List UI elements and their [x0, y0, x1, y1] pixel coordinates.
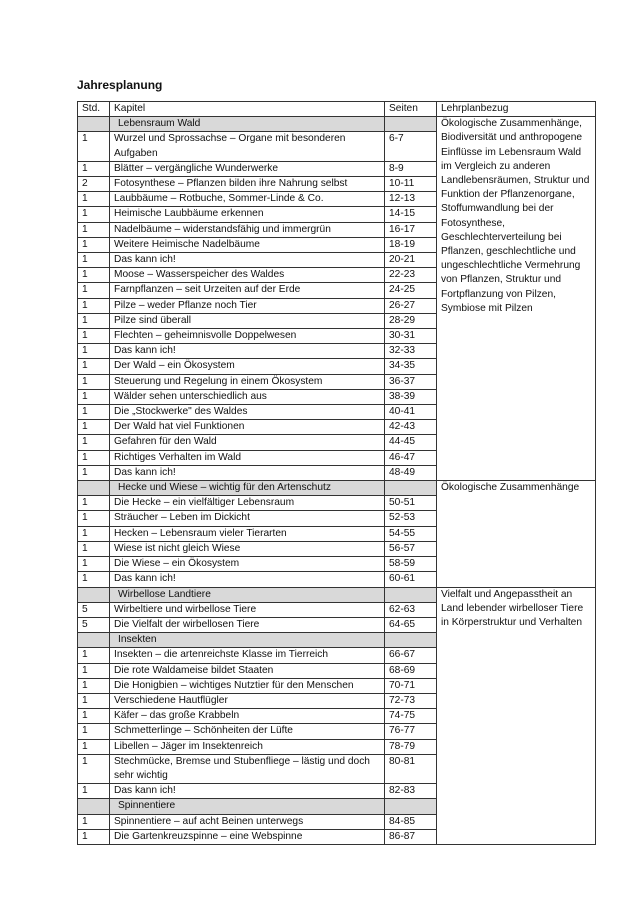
std-cell: 1	[78, 541, 110, 556]
std-cell: 1	[78, 420, 110, 435]
seiten-cell: 82-83	[385, 784, 437, 799]
kapitel-cell: Hecken – Lebensraum vieler Tierarten	[110, 526, 385, 541]
kapitel-cell: Das kann ich!	[110, 784, 385, 799]
kapitel-cell: Libellen – Jäger im Insektenreich	[110, 739, 385, 754]
kapitel-cell: Das kann ich!	[110, 344, 385, 359]
std-cell: 1	[78, 663, 110, 678]
seiten-cell: 42-43	[385, 420, 437, 435]
std-cell: 1	[78, 374, 110, 389]
kapitel-cell: Der Wald hat viel Funktionen	[110, 420, 385, 435]
section-seiten-cell	[385, 587, 437, 602]
section-std-cell	[78, 481, 110, 496]
kapitel-cell: Stechmücke, Bremse und Stubenfliege – lästig und doch sehr wichtig	[110, 754, 385, 783]
std-cell: 1	[78, 405, 110, 420]
kapitel-cell: Insekten – die artenreichste Klasse im Tierreich	[110, 648, 385, 663]
seiten-cell: 78-79	[385, 739, 437, 754]
seiten-cell: 74-75	[385, 709, 437, 724]
std-cell: 5	[78, 602, 110, 617]
section-row	[78, 481, 596, 496]
seiten-cell: 40-41	[385, 405, 437, 420]
kapitel-cell: Weitere Heimische Nadelbäume	[110, 237, 385, 252]
seiten-cell: 10-11	[385, 177, 437, 192]
std-cell: 1	[78, 709, 110, 724]
seiten-cell: 52-53	[385, 511, 437, 526]
kapitel-cell: Blätter – vergängliche Wunderwerke	[110, 161, 385, 176]
section-title: Lebensraum Wald	[110, 117, 385, 132]
kapitel-cell: Pilze sind überall	[110, 313, 385, 328]
kapitel-cell: Moose – Wasserspeicher des Waldes	[110, 268, 385, 283]
section-std-cell	[78, 633, 110, 648]
kapitel-cell: Steuerung und Regelung in einem Ökosystem	[110, 374, 385, 389]
std-cell: 1	[78, 222, 110, 237]
seiten-cell: 6-7	[385, 132, 437, 161]
kapitel-cell: Sträucher – Leben im Dickicht	[110, 511, 385, 526]
kapitel-cell: Flechten – geheimnisvolle Doppelwesen	[110, 329, 385, 344]
kapitel-cell: Die rote Waldameise bildet Staaten	[110, 663, 385, 678]
kapitel-cell: Das kann ich!	[110, 465, 385, 480]
seiten-cell: 16-17	[385, 222, 437, 237]
kapitel-cell: Die Honigbien – wichtiges Nutztier für den Menschen	[110, 678, 385, 693]
std-cell: 5	[78, 617, 110, 632]
header-std: Std.	[78, 102, 110, 117]
kapitel-cell: Die Wiese – ein Ökosystem	[110, 557, 385, 572]
lehrplan-cell: Ökologische Zusammenhänge, Biodiversität und anthropogene Einflüsse im Lebensraum Wald im Vergleich zu anderen Landlebensräumen, Struktur und Funktion der Pflanzenorgane, Stoffumwandlung bei der Fotosynthese, Geschlechterverteilung bei Pflanzen, geschlechtliche und ungeschlechtliche Vermehrung von Pflanzen, Struktur und Fortpflanzung von Pilzen, Symbiose mit Pilzen	[437, 117, 596, 481]
seiten-cell: 84-85	[385, 814, 437, 829]
section-title: Wirbellose Landtiere	[110, 587, 385, 602]
lehrplan-cell: Vielfalt und Angepasstheit an Land lebender wirbelloser Tiere in Körperstruktur und Verhalten	[437, 587, 596, 844]
std-cell: 1	[78, 648, 110, 663]
seiten-cell: 86-87	[385, 829, 437, 844]
std-cell: 1	[78, 268, 110, 283]
std-cell: 1	[78, 237, 110, 252]
std-cell: 1	[78, 724, 110, 739]
kapitel-cell: Nadelbäume – widerstandsfähig und immergrün	[110, 222, 385, 237]
seiten-cell: 34-35	[385, 359, 437, 374]
std-cell: 1	[78, 693, 110, 708]
seiten-cell: 54-55	[385, 526, 437, 541]
std-cell: 1	[78, 829, 110, 844]
kapitel-cell: Die „Stockwerke" des Waldes	[110, 405, 385, 420]
kapitel-cell: Laubbäume – Rotbuche, Sommer-Linde & Co.	[110, 192, 385, 207]
kapitel-cell: Das kann ich!	[110, 253, 385, 268]
std-cell: 1	[78, 207, 110, 222]
kapitel-cell: Die Gartenkreuzspinne – eine Webspinne	[110, 829, 385, 844]
kapitel-cell: Das kann ich!	[110, 572, 385, 587]
std-cell: 1	[78, 192, 110, 207]
kapitel-cell: Heimische Laubbäume erkennen	[110, 207, 385, 222]
kapitel-cell: Farnpflanzen – seit Urzeiten auf der Erde	[110, 283, 385, 298]
seiten-cell: 18-19	[385, 237, 437, 252]
seiten-cell: 72-73	[385, 693, 437, 708]
seiten-cell: 30-31	[385, 329, 437, 344]
seiten-cell: 68-69	[385, 663, 437, 678]
seiten-cell: 38-39	[385, 389, 437, 404]
std-cell: 1	[78, 511, 110, 526]
std-cell: 1	[78, 784, 110, 799]
std-cell: 1	[78, 557, 110, 572]
kapitel-cell: Wälder sehen unterschiedlich aus	[110, 389, 385, 404]
std-cell: 1	[78, 329, 110, 344]
section-title: Hecke und Wiese – wichtig für den Artenschutz	[110, 481, 385, 496]
section-row	[78, 117, 596, 132]
seiten-cell: 64-65	[385, 617, 437, 632]
kapitel-cell: Wirbeltiere und wirbellose Tiere	[110, 602, 385, 617]
seiten-cell: 8-9	[385, 161, 437, 176]
section-title: Spinnentiere	[110, 799, 385, 814]
std-cell: 1	[78, 344, 110, 359]
std-cell: 1	[78, 739, 110, 754]
std-cell: 1	[78, 754, 110, 783]
kapitel-cell: Die Hecke – ein vielfältiger Lebensraum	[110, 496, 385, 511]
std-cell: 1	[78, 389, 110, 404]
std-cell: 1	[78, 450, 110, 465]
std-cell: 1	[78, 359, 110, 374]
std-cell: 1	[78, 496, 110, 511]
kapitel-cell: Pilze – weder Pflanze noch Tier	[110, 298, 385, 313]
section-std-cell	[78, 799, 110, 814]
planning-table	[77, 101, 596, 845]
header-kapitel: Kapitel	[110, 102, 385, 117]
kapitel-cell: Käfer – das große Krabbeln	[110, 709, 385, 724]
seiten-cell: 46-47	[385, 450, 437, 465]
std-cell: 1	[78, 678, 110, 693]
seiten-cell: 24-25	[385, 283, 437, 298]
std-cell: 1	[78, 283, 110, 298]
seiten-cell: 80-81	[385, 754, 437, 783]
seiten-cell: 28-29	[385, 313, 437, 328]
section-seiten-cell	[385, 799, 437, 814]
std-cell: 1	[78, 572, 110, 587]
seiten-cell: 20-21	[385, 253, 437, 268]
seiten-cell: 22-23	[385, 268, 437, 283]
kapitel-cell: Wurzel und Sprossachse – Organe mit besonderen Aufgaben	[110, 132, 385, 161]
kapitel-cell: Der Wald – ein Ökosystem	[110, 359, 385, 374]
kapitel-cell: Gefahren für den Wald	[110, 435, 385, 450]
kapitel-cell: Verschiedene Hautflügler	[110, 693, 385, 708]
seiten-cell: 66-67	[385, 648, 437, 663]
seiten-cell: 26-27	[385, 298, 437, 313]
std-cell: 1	[78, 132, 110, 161]
header-lehrplan: Lehrplanbezug	[437, 102, 596, 117]
seiten-cell: 32-33	[385, 344, 437, 359]
std-cell: 2	[78, 177, 110, 192]
kapitel-cell: Die Vielfalt der wirbellosen Tiere	[110, 617, 385, 632]
section-seiten-cell	[385, 481, 437, 496]
section-std-cell	[78, 587, 110, 602]
std-cell: 1	[78, 526, 110, 541]
section-title: Insekten	[110, 633, 385, 648]
header-row	[78, 102, 596, 117]
kapitel-cell: Richtiges Verhalten im Wald	[110, 450, 385, 465]
seiten-cell: 36-37	[385, 374, 437, 389]
seiten-cell: 14-15	[385, 207, 437, 222]
kapitel-cell: Schmetterlinge – Schönheiten der Lüfte	[110, 724, 385, 739]
std-cell: 1	[78, 465, 110, 480]
std-cell: 1	[78, 298, 110, 313]
seiten-cell: 58-59	[385, 557, 437, 572]
seiten-cell: 12-13	[385, 192, 437, 207]
lehrplan-cell: Ökologische Zusammenhänge	[437, 481, 596, 587]
page-title: Jahresplanung	[77, 78, 163, 92]
table-body	[78, 117, 596, 845]
section-row	[78, 587, 596, 602]
std-cell: 1	[78, 814, 110, 829]
std-cell: 1	[78, 253, 110, 268]
header-seiten: Seiten	[385, 102, 437, 117]
kapitel-cell: Wiese ist nicht gleich Wiese	[110, 541, 385, 556]
kapitel-cell: Spinnentiere – auf acht Beinen unterwegs	[110, 814, 385, 829]
seiten-cell: 62-63	[385, 602, 437, 617]
seiten-cell: 70-71	[385, 678, 437, 693]
section-seiten-cell	[385, 633, 437, 648]
seiten-cell: 76-77	[385, 724, 437, 739]
kapitel-cell: Fotosynthese – Pflanzen bilden ihre Nahrung selbst	[110, 177, 385, 192]
seiten-cell: 50-51	[385, 496, 437, 511]
std-cell: 1	[78, 313, 110, 328]
seiten-cell: 44-45	[385, 435, 437, 450]
std-cell: 1	[78, 161, 110, 176]
seiten-cell: 48-49	[385, 465, 437, 480]
section-std-cell	[78, 117, 110, 132]
seiten-cell: 60-61	[385, 572, 437, 587]
seiten-cell: 56-57	[385, 541, 437, 556]
section-seiten-cell	[385, 117, 437, 132]
std-cell: 1	[78, 435, 110, 450]
